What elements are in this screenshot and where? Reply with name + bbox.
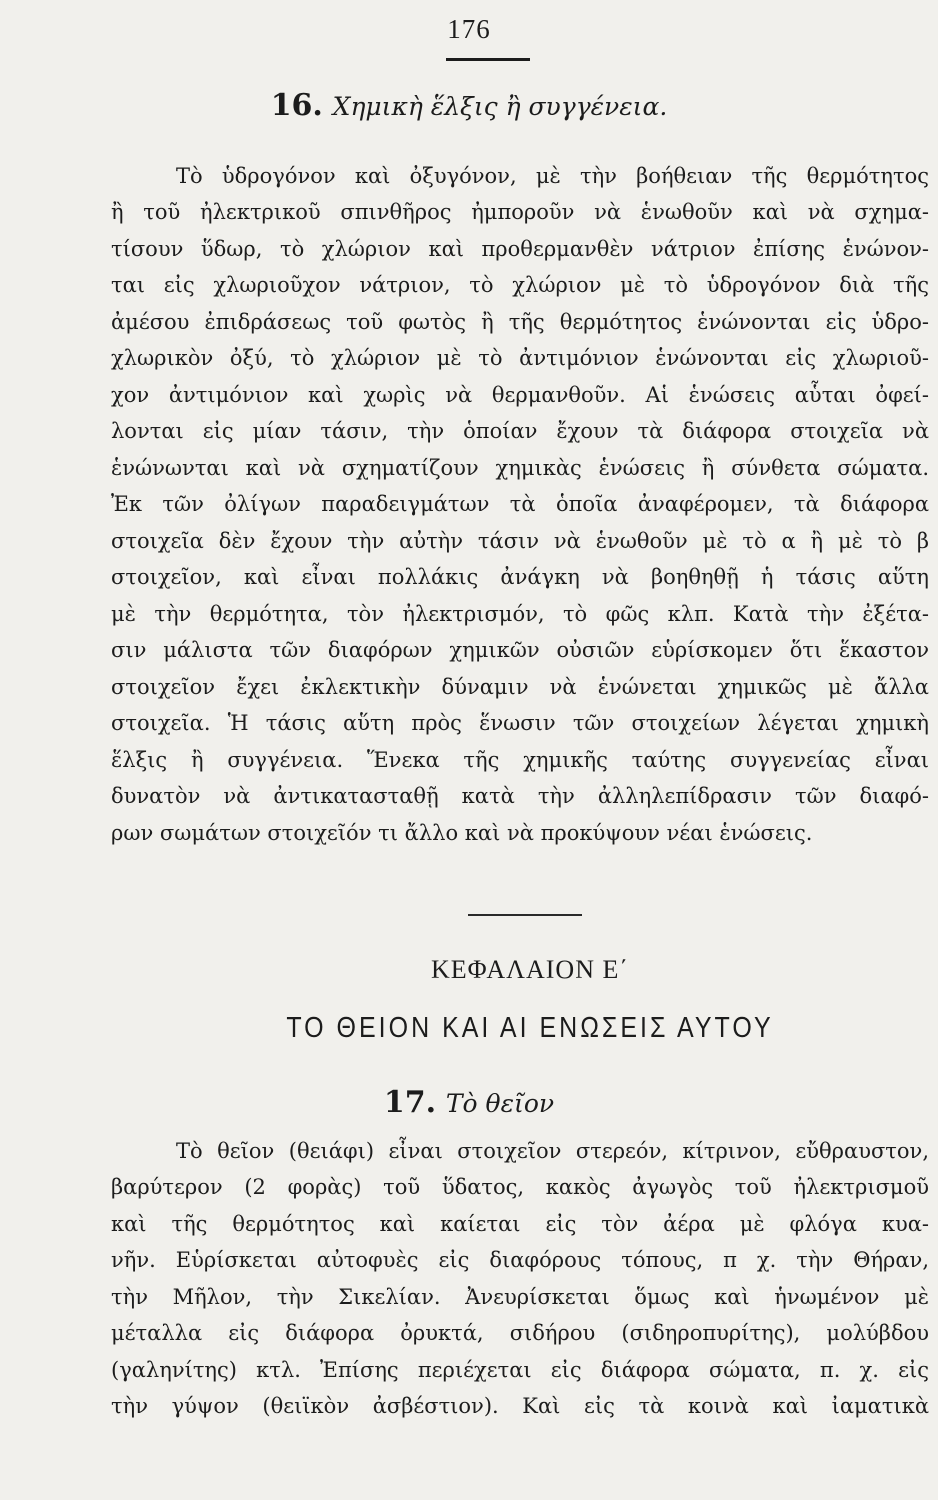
text-line: λονται εἰς μίαν τάσιν, τὴν ὁποίαν ἔχουν τὰ διάφορα στοιχεῖα νὰ [111,419,929,443]
chapter-title: ΤΟ ΘΕΙΟΝ ΚΑΙ ΑΙ ΕΝΩΣΕΙΣ ΑΥΤΟΥ [286,1011,774,1045]
text-line: τὴν Μῆλον, τὴν Σικελίαν. Ἀνευρίσκεται ὅμως καὶ ἡνωμένον μὲ [111,1285,929,1309]
text-line: ἢ τοῦ ἠλεκτρικοῦ σπινθῆρος ἠμποροῦν νὰ ἑνωθοῦν καὶ νὰ σχημα- [111,200,929,224]
text-line: (γαληνίτης) κτλ. Ἐπίσης περιέχεται εἰς διάφορα σώματα, π. χ. εἰς [111,1358,929,1382]
text-line: Τὸ θεῖον (θειάφι) εἶναι στοιχεῖον στερεόν, κίτρινον, εὔθραυστον, [176,1139,929,1163]
text-line: μὲ τὴν θερμότητα, τὸν ἠλεκτρισμόν, τὸ φῶς κλπ. Κατὰ τὴν ἐξέτα- [111,602,929,626]
section-16-title: Χημικὴ ἕλξις ἢ συγγένεια. [332,92,668,121]
section-17-title: Τὸ θεῖον [445,1089,555,1118]
text-line: στοιχεῖα. Ἡ τάσις αὕτη πρὸς ἕνωσιν τῶν στοιχείων λέγεται χημικὴ [111,711,929,735]
text-line: βαρύτερον (2 φορὰς) τοῦ ὕδατος, κακὸς ἀγωγὸς τοῦ ἠλεκτρισμοῦ [111,1175,929,1199]
page-number: 176 [447,14,491,44]
text-line: χλωρικὸν ὀξύ, τὸ χλώριον μὲ τὸ ἀντιμόνιον ἑνώνονται εἰς χλωριοῦ- [111,346,929,370]
text-line: στοιχεῖον, καὶ εἶναι πολλάκις ἀνάγκη νὰ βοηθηθῇ ἡ τάσις αὕτη [111,565,929,589]
text-line: Ἐκ τῶν ὀλίγων παραδειγμάτων τὰ ὁποῖα ἀναφέρομεν, τὰ διάφορα [111,492,929,516]
text-line: ἀμέσου ἐπιδράσεως τοῦ φωτὸς ἢ τῆς θερμότητος ἑνώνονται εἰς ὑδρο- [111,310,929,334]
text-line: ρων σωμάτων στοιχεῖόν τι ἄλλο καὶ νὰ προκύψουν νέαι ἑνώσεις. [111,821,813,845]
text-line: ται εἰς χλωριοῦχον νάτριον, τὸ χλώριον μὲ τὸ ὑδρογόνον διὰ τῆς [111,273,929,297]
text-line: καὶ τῆς θερμότητος καὶ καίεται εἰς τὸν ἀέρα μὲ φλόγα κυα- [111,1212,929,1236]
text-line: μέταλλα εἰς διάφορα ὀρυκτά, σιδήρου (σιδηροπυρίτης), μολύβδου [111,1321,929,1345]
section-17-heading [0,1085,938,1120]
section-17-number: 17. [383,1085,437,1120]
chapter-label: ΚΕΦΑΛΑΙΟΝ Ε΄ [430,955,630,984]
text-line: νῆν. Εὑρίσκεται αὐτοφυὲς εἰς διαφόρους τόπους, π χ. τὴν Θήραν, [111,1248,929,1272]
text-line: δυνατὸν νὰ ἀντικατασταθῇ κατὰ τὴν ἀλληλεπίδρασιν τῶν διαφό- [111,784,929,808]
section-16-heading [0,88,938,123]
text-line: τίσουν ὕδωρ, τὸ χλώριον καὶ προθερμανθὲν νάτριον ἐπίσης ἑνώνον- [111,237,929,261]
page-number-underline [446,58,530,61]
section-16-number: 16. [270,88,323,123]
text-line: ἕλξις ἢ συγγένεια. Ἕνεκα τῆς χημικῆς ταύτης συγγενείας εἶναι [111,748,929,772]
section-divider [468,914,582,916]
text-line: στοιχεῖα δὲν ἔχουν τὴν αὐτὴν τάσιν νὰ ἑνωθοῦν μὲ τὸ α ἢ μὲ τὸ β [111,529,929,553]
text-line: τὴν γύψον (θειϊκὸν ἀσβέστιον). Καὶ εἰς τὰ κοινὰ καὶ ἰαματικὰ [111,1394,929,1418]
text-line: ἑνώνωνται καὶ νὰ σχηματίζουν χημικὰς ἑνώσεις ἢ σύνθετα σώματα. [111,456,929,480]
text-line: στοιχεῖον ἔχει ἐκλεκτικὴν δύναμιν νὰ ἑνώνεται χημικῶς μὲ ἄλλα [111,675,929,699]
text-line: χον ἀντιμόνιον καὶ χωρὶς νὰ θερμανθοῦν. Αἱ ἑνώσεις αὗται ὀφεί- [111,383,929,407]
text-line: σιν μάλιστα τῶν διαφόρων χημικῶν οὐσιῶν εὑρίσκομεν ὅτι ἕκαστον [111,638,929,662]
text-line: Τὸ ὑδρογόνον καὶ ὀξυγόνον, μὲ τὴν βοήθειαν τῆς θερμότητος [176,164,929,188]
